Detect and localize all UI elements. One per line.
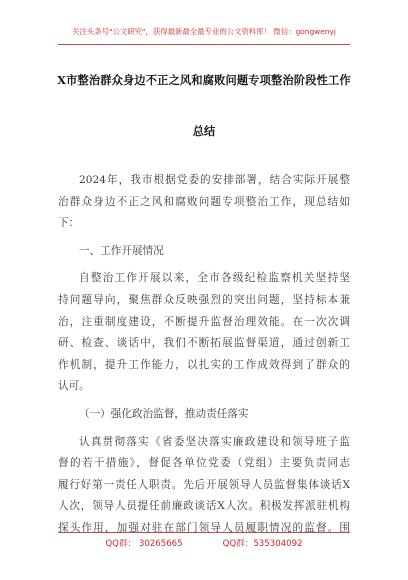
footer-qq-group-1: QQ群： 30265665 — [105, 539, 183, 549]
body-line: 认可。 — [58, 380, 90, 393]
header-banner: 关注头条号"公文研究"，获得最新最全最专业的公文资料库！ 微信：gongwenyj — [72, 27, 336, 36]
document-title: X市整治群众身边不正之风和腐败问题专项整治阶段性工作 — [57, 73, 351, 87]
body-line: 履行好第一责任人职责。先后开展领导人员监督集体谈话X — [58, 478, 350, 491]
footer-qq-group-2: QQ群：535304092 — [222, 539, 303, 549]
body-line: 自整治工作开展以来，全市各级纪检监察机关坚持坚 — [79, 272, 350, 285]
subsection-heading: （一）强化政治监督，推动责任落实 — [79, 407, 249, 420]
document-title-continued: 总结 — [192, 124, 216, 138]
body-line: 人次，领导人员提任前廉政谈话X人次。积极发挥派驻机构 — [58, 500, 350, 513]
body-line: 治群众身边不正之风和腐败问题专项整治工作，现总结如 — [58, 195, 350, 208]
body-line: 2024年，我市根据党委的安排部署，结合实际开展整 — [79, 174, 350, 186]
body-line: 治，注重制度建设，不断提升监督治理效能。在一次次调 — [58, 315, 350, 328]
body-line: 下： — [58, 217, 80, 230]
footer — [0, 537, 408, 549]
body-line: 探头作用，加强对驻在部门领导人员履职情况的监督。围 — [58, 521, 350, 534]
section-heading: 一、工作开展情况 — [79, 244, 164, 257]
body-line: 作机制，提升工作能力，以扎实的工作成效得到了群众的 — [58, 358, 350, 371]
body-line: 持问题导向，聚焦群众反映强烈的突出问题，坚持标本兼 — [58, 293, 350, 306]
document-body — [58, 170, 350, 540]
body-line: 研、检查、谈话中，我们不断拓展监督渠道，通过创新工 — [58, 337, 350, 350]
body-line: 督的若干措施》，督促各单位党委（党组）主要负责同志 — [58, 457, 350, 470]
body-line: 认真贯彻落实《省委坚决落实廉政建设和领导班子监 — [79, 435, 350, 448]
header-divider — [58, 44, 350, 45]
footer-divider — [58, 532, 350, 533]
